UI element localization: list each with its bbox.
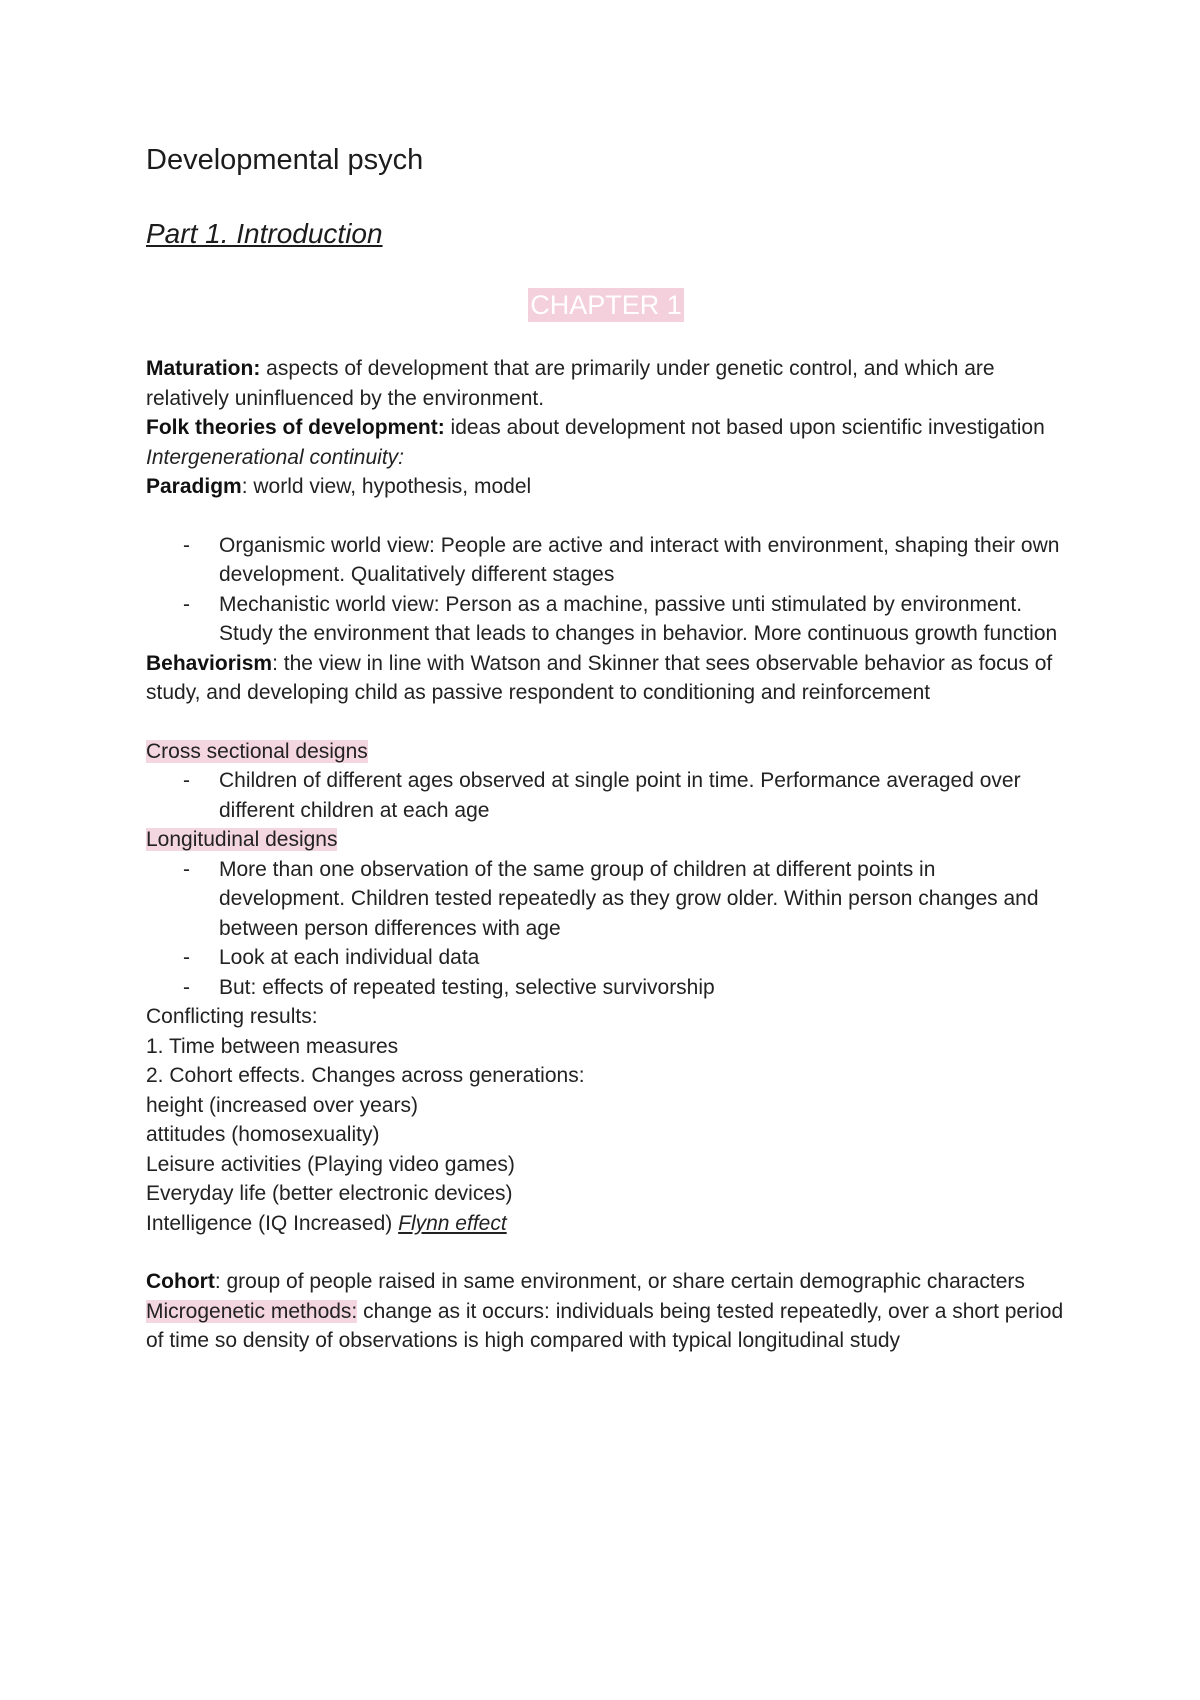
intergenerational-continuity — [146, 443, 1066, 473]
term-microgenetic: Microgenetic methods: — [146, 1299, 358, 1323]
notes-body — [146, 354, 1066, 1356]
conflicting-item: height (increased over years) — [146, 1093, 418, 1117]
term-folk-theories: Folk theories of development: — [146, 416, 445, 439]
conflicting-item: 1. Time between measures — [146, 1034, 399, 1058]
definition-paradigm — [146, 472, 1066, 502]
conflicting-item: 2. Cohort effects. Changes across generations: — [146, 1064, 585, 1087]
definition-cohort — [146, 1267, 1066, 1297]
document-title: Developmental psych — [146, 144, 424, 176]
longitudinal-heading-row — [146, 825, 1066, 855]
definition-text: ideas about development not based upon scientific investigation — [444, 416, 1045, 439]
spacer — [146, 1238, 1066, 1267]
cross-sectional-heading-row — [146, 737, 1066, 767]
list-item: - Organismic world view: People are active and interact with environment, shaping their own development. Qualitatively different stages — [219, 531, 1066, 590]
term-paradigm: Paradigm — [146, 475, 242, 498]
document-page — [146, 140, 1066, 1356]
longitudinal-list — [146, 855, 1066, 1003]
flynn-effect-link[interactable]: Flynn effect — [398, 1211, 507, 1235]
list-item: - Children of different ages observed at single point in time. Performance averaged over different children at each age — [219, 766, 1066, 825]
longitudinal-heading: Longitudinal designs — [146, 828, 338, 851]
spacer — [146, 502, 1066, 531]
term-intergenerational: Intergenerational continuity: — [146, 445, 404, 469]
conflicting-item: Leisure activities (Playing video games) — [146, 1152, 515, 1176]
term-maturation: Maturation: — [146, 357, 261, 380]
definition-text: : the view in line with Watson and Skinner that sees observable behavior as focus of study, and developing child as passive respondent to conditioning and reinforcement — [146, 651, 1053, 704]
chapter-label: CHAPTER 1 — [530, 290, 682, 320]
part-heading: Part 1. Introduction — [146, 218, 383, 249]
definition-folk-theories — [146, 413, 1066, 443]
conflicting-item: Everyday life (better electronic devices) — [146, 1182, 513, 1205]
list-item: - But: effects of repeated testing, selective survivorship — [219, 973, 1066, 1003]
list-item: - More than one observation of the same group of children at different points in development. Children tested repeatedly as they grow older. Within person changes and between person differences with age — [219, 855, 1066, 944]
definition-maturation — [146, 354, 1066, 413]
paradigm-list — [146, 531, 1066, 649]
term-behaviorism: Behaviorism — [146, 651, 273, 675]
cross-sectional-heading: Cross sectional designs — [146, 739, 368, 763]
list-item: - Mechanistic world view: Person as a machine, passive unti stimulated by environment. Study the environment that leads to changes in behavior. More continuous growth function — [219, 590, 1066, 649]
definition-text: change as it occurs: individuals being tested repeatedly, over a short period of time so density of observations is high compared with typical longitudinal study — [146, 1299, 1064, 1352]
conflicting-results-heading: Conflicting results: — [146, 1005, 318, 1028]
intelligence-text: Intelligence (IQ Increased) — [146, 1211, 399, 1235]
spacer — [146, 708, 1066, 737]
definition-behaviorism — [146, 649, 1066, 708]
chapter-heading-row — [146, 288, 1066, 328]
conflicting-item-intelligence — [146, 1209, 1066, 1239]
cross-sectional-list — [146, 766, 1066, 825]
definition-text: : group of people raised in same environment, or share certain demographic characters — [214, 1270, 1025, 1293]
conflicting-item: attitudes (homosexuality) — [146, 1123, 380, 1146]
definition-text: aspects of development that are primarily under genetic control, and which are relatively uninfluenced by the environment. — [146, 357, 995, 410]
definition-text: : world view, hypothesis, model — [241, 475, 532, 498]
term-cohort: Cohort — [146, 1270, 215, 1293]
definition-microgenetic — [146, 1297, 1066, 1356]
list-item: - Look at each individual data — [219, 943, 1066, 973]
